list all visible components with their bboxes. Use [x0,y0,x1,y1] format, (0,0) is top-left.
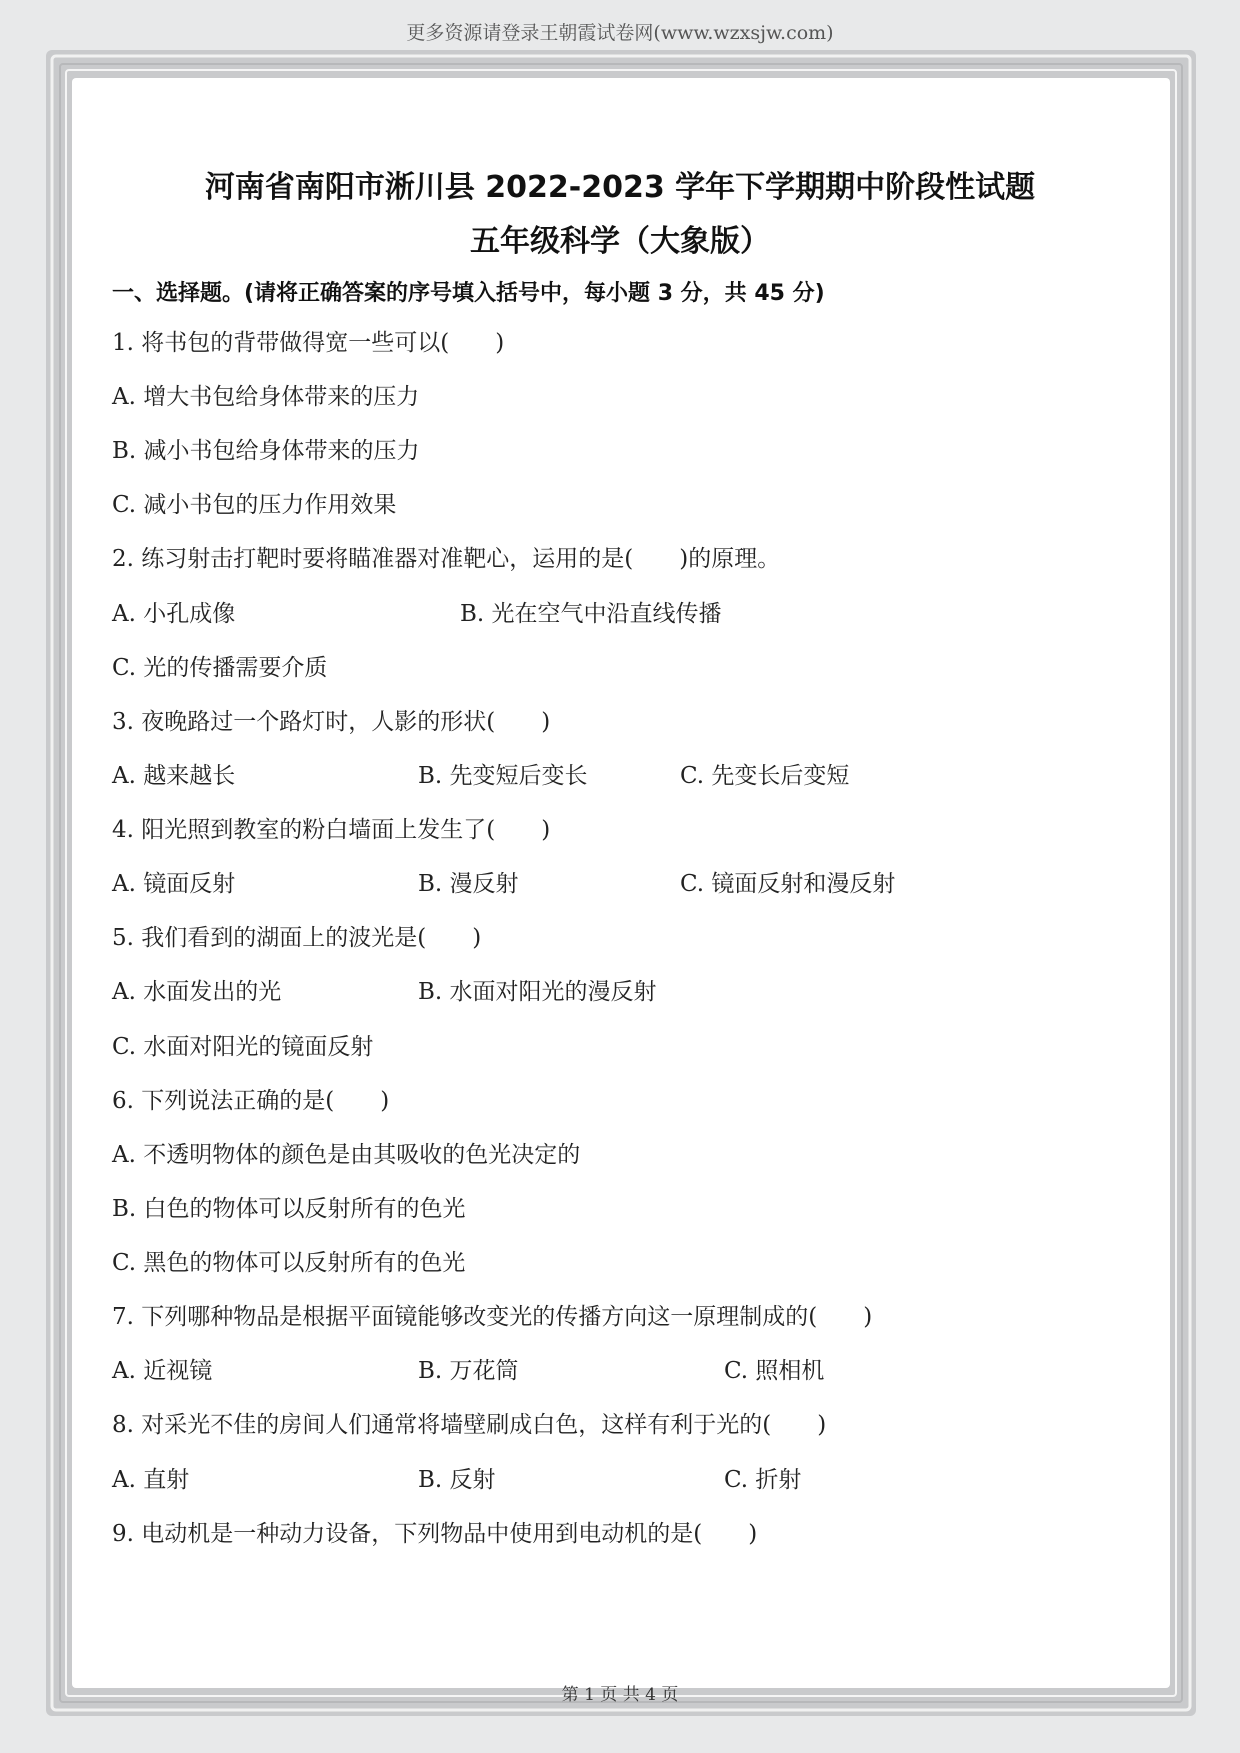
question-3-option-b: B. 先变短后变长 [418,763,588,789]
question-3-option-c: C. 先变长后变短 [680,763,850,789]
exam-subtitle: 五年级科学（大象版） [470,224,770,259]
watermark-text: 更多资源请登录王朝霞试卷网(www.wzxsjw.com) [406,22,834,44]
paper-page [72,78,1170,1688]
question-5-option-a: A. 水面发出的光 [112,979,282,1005]
question-2: 2. 练习射击打靶时要将瞄准器对准靶心，运用的是( )的原理。 [112,546,781,572]
question-8: 8. 对采光不佳的房间人们通常将墙壁刷成白色，这样有利于光的( ) [112,1412,827,1438]
question-1-option-a: A. 增大书包给身体带来的压力 [112,384,420,410]
question-6-option-a: A. 不透明物体的颜色是由其吸收的色光决定的 [112,1142,581,1168]
question-7-option-a: A. 近视镜 [112,1358,213,1384]
question-6: 6. 下列说法正确的是( ) [112,1088,390,1114]
section-heading: 一、选择题。(请将正确答案的序号填入括号中，每小题 3 分，共 45 分) [112,281,825,306]
question-2-option-a: A. 小孔成像 [112,601,236,627]
page-footer: 第 1 页 共 4 页 [561,1685,679,1705]
question-8-option-c: C. 折射 [724,1467,802,1493]
question-8-option-b: B. 反射 [418,1467,496,1493]
question-3: 3. 夜晚路过一个路灯时，人影的形状( ) [112,709,551,735]
question-1-option-c: C. 减小书包的压力作用效果 [112,492,397,518]
question-4-option-a: A. 镜面反射 [112,871,236,897]
question-4: 4. 阳光照到教室的粉白墙面上发生了( ) [112,817,551,843]
question-8-option-a: A. 直射 [112,1467,190,1493]
question-5-option-c: C. 水面对阳光的镜面反射 [112,1034,374,1060]
question-3-option-a: A. 越来越长 [112,763,236,789]
exam-title: 河南省南阳市淅川县 2022-2023 学年下学期期中阶段性试题 [204,170,1036,205]
question-6-option-b: B. 白色的物体可以反射所有的色光 [112,1196,466,1222]
question-4-option-c: C. 镜面反射和漫反射 [680,871,896,897]
question-7: 7. 下列哪种物品是根据平面镜能够改变光的传播方向这一原理制成的( ) [112,1304,873,1330]
question-5-option-b: B. 水面对阳光的漫反射 [418,979,657,1005]
question-9: 9. 电动机是一种动力设备，下列物品中使用到电动机的是( ) [112,1521,758,1547]
question-1-option-b: B. 减小书包给身体带来的压力 [112,438,420,464]
question-6-option-c: C. 黑色的物体可以反射所有的色光 [112,1250,466,1276]
question-4-option-b: B. 漫反射 [418,871,519,897]
question-7-option-b: B. 万花筒 [418,1358,519,1384]
question-2-option-c: C. 光的传播需要介质 [112,655,328,681]
question-7-option-c: C. 照相机 [724,1358,825,1384]
question-1: 1. 将书包的背带做得宽一些可以( ) [112,330,505,356]
question-2-option-b: B. 光在空气中沿直线传播 [460,601,722,627]
question-5: 5. 我们看到的湖面上的波光是( ) [112,925,482,951]
